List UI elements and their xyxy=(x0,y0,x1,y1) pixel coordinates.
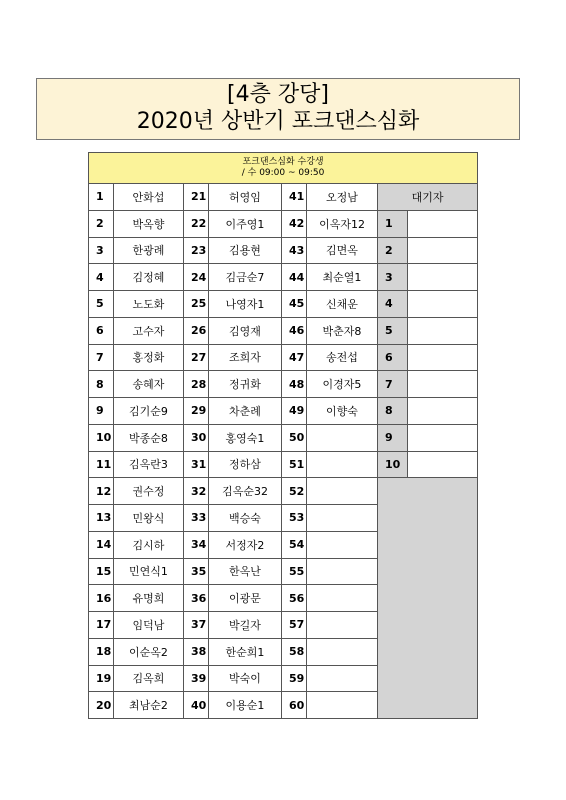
seat-number: 22 xyxy=(184,210,209,237)
student-name: 홍정화 xyxy=(114,344,184,371)
student-name: 권수정 xyxy=(114,478,184,505)
seat-number: 18 xyxy=(89,638,114,665)
student-name xyxy=(307,451,378,478)
student-name: 박종순8 xyxy=(114,424,184,451)
student-name: 이광문 xyxy=(209,585,282,612)
student-name xyxy=(307,478,378,505)
seat-number: 51 xyxy=(282,451,307,478)
seat-number: 33 xyxy=(184,505,209,532)
student-name: 한순희1 xyxy=(209,638,282,665)
student-name: 안화섭 xyxy=(114,184,184,211)
table-row xyxy=(89,264,478,291)
seat-number: 55 xyxy=(282,558,307,585)
table-row xyxy=(89,291,478,318)
student-name: 최순열1 xyxy=(307,264,378,291)
waitlist-header: 대기자 xyxy=(378,184,478,211)
student-name: 홍영숙1 xyxy=(209,424,282,451)
table-row xyxy=(89,210,478,237)
table-row xyxy=(89,398,478,425)
student-name: 박춘자8 xyxy=(307,317,378,344)
student-name xyxy=(307,665,378,692)
seat-number: 40 xyxy=(184,692,209,719)
seat-number: 1 xyxy=(89,184,114,211)
student-name: 김옥란3 xyxy=(114,451,184,478)
student-name: 서정자2 xyxy=(209,531,282,558)
seat-number: 15 xyxy=(89,558,114,585)
roster-table xyxy=(88,152,478,719)
student-name: 이옥자12 xyxy=(307,210,378,237)
waitlist-number: 1 xyxy=(378,210,408,237)
seat-number: 36 xyxy=(184,585,209,612)
table-row xyxy=(89,184,478,211)
seat-number: 24 xyxy=(184,264,209,291)
student-name: 김용현 xyxy=(209,237,282,264)
student-name xyxy=(307,424,378,451)
student-name: 김영재 xyxy=(209,317,282,344)
student-name xyxy=(307,692,378,719)
seat-number: 46 xyxy=(282,317,307,344)
waitlist-number: 4 xyxy=(378,291,408,318)
student-name: 이순옥2 xyxy=(114,638,184,665)
student-name: 이경자5 xyxy=(307,371,378,398)
seat-number: 56 xyxy=(282,585,307,612)
student-name: 박길자 xyxy=(209,612,282,639)
student-name: 민왕식 xyxy=(114,505,184,532)
student-name: 김정혜 xyxy=(114,264,184,291)
seat-number: 50 xyxy=(282,424,307,451)
seat-number: 58 xyxy=(282,638,307,665)
student-name xyxy=(307,558,378,585)
seat-number: 17 xyxy=(89,612,114,639)
seat-number: 52 xyxy=(282,478,307,505)
student-name: 김면옥 xyxy=(307,237,378,264)
waitlist-name xyxy=(408,317,478,344)
student-name: 이향숙 xyxy=(307,398,378,425)
table-row xyxy=(89,478,478,505)
course-title: 2020년 상반기 포크댄스심화 xyxy=(136,109,420,134)
seat-number: 44 xyxy=(282,264,307,291)
seat-number: 31 xyxy=(184,451,209,478)
seat-number: 3 xyxy=(89,237,114,264)
student-name: 오정남 xyxy=(307,184,378,211)
subheader-title: 포크댄스심화 수강생 xyxy=(242,157,324,167)
seat-number: 12 xyxy=(89,478,114,505)
student-name xyxy=(307,531,378,558)
waitlist-number: 8 xyxy=(378,398,408,425)
waitlist-name xyxy=(408,451,478,478)
table-row xyxy=(89,317,478,344)
student-name xyxy=(307,505,378,532)
student-name: 민연식1 xyxy=(114,558,184,585)
table-row xyxy=(89,424,478,451)
waitlist-name xyxy=(408,237,478,264)
waitlist-number: 10 xyxy=(378,451,408,478)
student-name: 정하삼 xyxy=(209,451,282,478)
seat-number: 29 xyxy=(184,398,209,425)
table-row xyxy=(89,451,478,478)
seat-number: 16 xyxy=(89,585,114,612)
waitlist-number: 3 xyxy=(378,264,408,291)
seat-number: 4 xyxy=(89,264,114,291)
seat-number: 53 xyxy=(282,505,307,532)
student-name: 유명희 xyxy=(114,585,184,612)
student-name: 김시하 xyxy=(114,531,184,558)
waitlist-name xyxy=(408,210,478,237)
seat-number: 5 xyxy=(89,291,114,318)
waitlist-number: 5 xyxy=(378,317,408,344)
seat-number: 11 xyxy=(89,451,114,478)
seat-number: 37 xyxy=(184,612,209,639)
student-name: 송혜자 xyxy=(114,371,184,398)
seat-number: 34 xyxy=(184,531,209,558)
student-name: 조희자 xyxy=(209,344,282,371)
seat-number: 54 xyxy=(282,531,307,558)
student-name: 김옥순32 xyxy=(209,478,282,505)
seat-number: 10 xyxy=(89,424,114,451)
location-title: [4층 강당] xyxy=(227,82,329,107)
student-name: 송전섭 xyxy=(307,344,378,371)
seat-number: 38 xyxy=(184,638,209,665)
seat-number: 26 xyxy=(184,317,209,344)
seat-number: 8 xyxy=(89,371,114,398)
student-name: 박옥향 xyxy=(114,210,184,237)
seat-number: 23 xyxy=(184,237,209,264)
student-name: 이주영1 xyxy=(209,210,282,237)
student-name: 이용순1 xyxy=(209,692,282,719)
seat-number: 57 xyxy=(282,612,307,639)
student-name: 박숙이 xyxy=(209,665,282,692)
seat-number: 42 xyxy=(282,210,307,237)
student-name: 임덕남 xyxy=(114,612,184,639)
student-name xyxy=(307,638,378,665)
student-name: 신채운 xyxy=(307,291,378,318)
seat-number: 19 xyxy=(89,665,114,692)
waitlist-name xyxy=(408,424,478,451)
student-name: 노도화 xyxy=(114,291,184,318)
seat-number: 14 xyxy=(89,531,114,558)
seat-number: 6 xyxy=(89,317,114,344)
waitlist-name xyxy=(408,371,478,398)
student-name: 최남순2 xyxy=(114,692,184,719)
seat-number: 39 xyxy=(184,665,209,692)
student-name xyxy=(307,612,378,639)
waitlist-name xyxy=(408,344,478,371)
title-box xyxy=(36,78,520,140)
seat-number: 28 xyxy=(184,371,209,398)
student-name: 백승숙 xyxy=(209,505,282,532)
seat-number: 27 xyxy=(184,344,209,371)
seat-number: 13 xyxy=(89,505,114,532)
seat-number: 41 xyxy=(282,184,307,211)
seat-number: 30 xyxy=(184,424,209,451)
subheader-schedule: / 수 09:00 ~ 09:50 xyxy=(241,168,325,178)
student-name: 김옥희 xyxy=(114,665,184,692)
waitlist-number: 2 xyxy=(378,237,408,264)
seat-number: 7 xyxy=(89,344,114,371)
student-name: 정귀화 xyxy=(209,371,282,398)
waitlist-empty-area xyxy=(378,478,478,719)
seat-number: 35 xyxy=(184,558,209,585)
student-name: 고수자 xyxy=(114,317,184,344)
student-name: 김금순7 xyxy=(209,264,282,291)
student-name: 한광례 xyxy=(114,237,184,264)
student-name: 허영임 xyxy=(209,184,282,211)
seat-number: 2 xyxy=(89,210,114,237)
seat-number: 9 xyxy=(89,398,114,425)
seat-number: 43 xyxy=(282,237,307,264)
table-row xyxy=(89,344,478,371)
seat-number: 25 xyxy=(184,291,209,318)
waitlist-name xyxy=(408,264,478,291)
waitlist-name xyxy=(408,398,478,425)
student-name xyxy=(307,585,378,612)
seat-number: 49 xyxy=(282,398,307,425)
student-name: 나영자1 xyxy=(209,291,282,318)
waitlist-number: 6 xyxy=(378,344,408,371)
student-name: 차춘례 xyxy=(209,398,282,425)
student-name: 한옥난 xyxy=(209,558,282,585)
table-row xyxy=(89,237,478,264)
seat-number: 59 xyxy=(282,665,307,692)
seat-number: 47 xyxy=(282,344,307,371)
seat-number: 21 xyxy=(184,184,209,211)
waitlist-name xyxy=(408,291,478,318)
table-row xyxy=(89,371,478,398)
waitlist-number: 7 xyxy=(378,371,408,398)
seat-number: 48 xyxy=(282,371,307,398)
roster-subheader xyxy=(89,153,478,184)
seat-number: 20 xyxy=(89,692,114,719)
seat-number: 60 xyxy=(282,692,307,719)
student-name: 김기순9 xyxy=(114,398,184,425)
seat-number: 45 xyxy=(282,291,307,318)
waitlist-number: 9 xyxy=(378,424,408,451)
seat-number: 32 xyxy=(184,478,209,505)
